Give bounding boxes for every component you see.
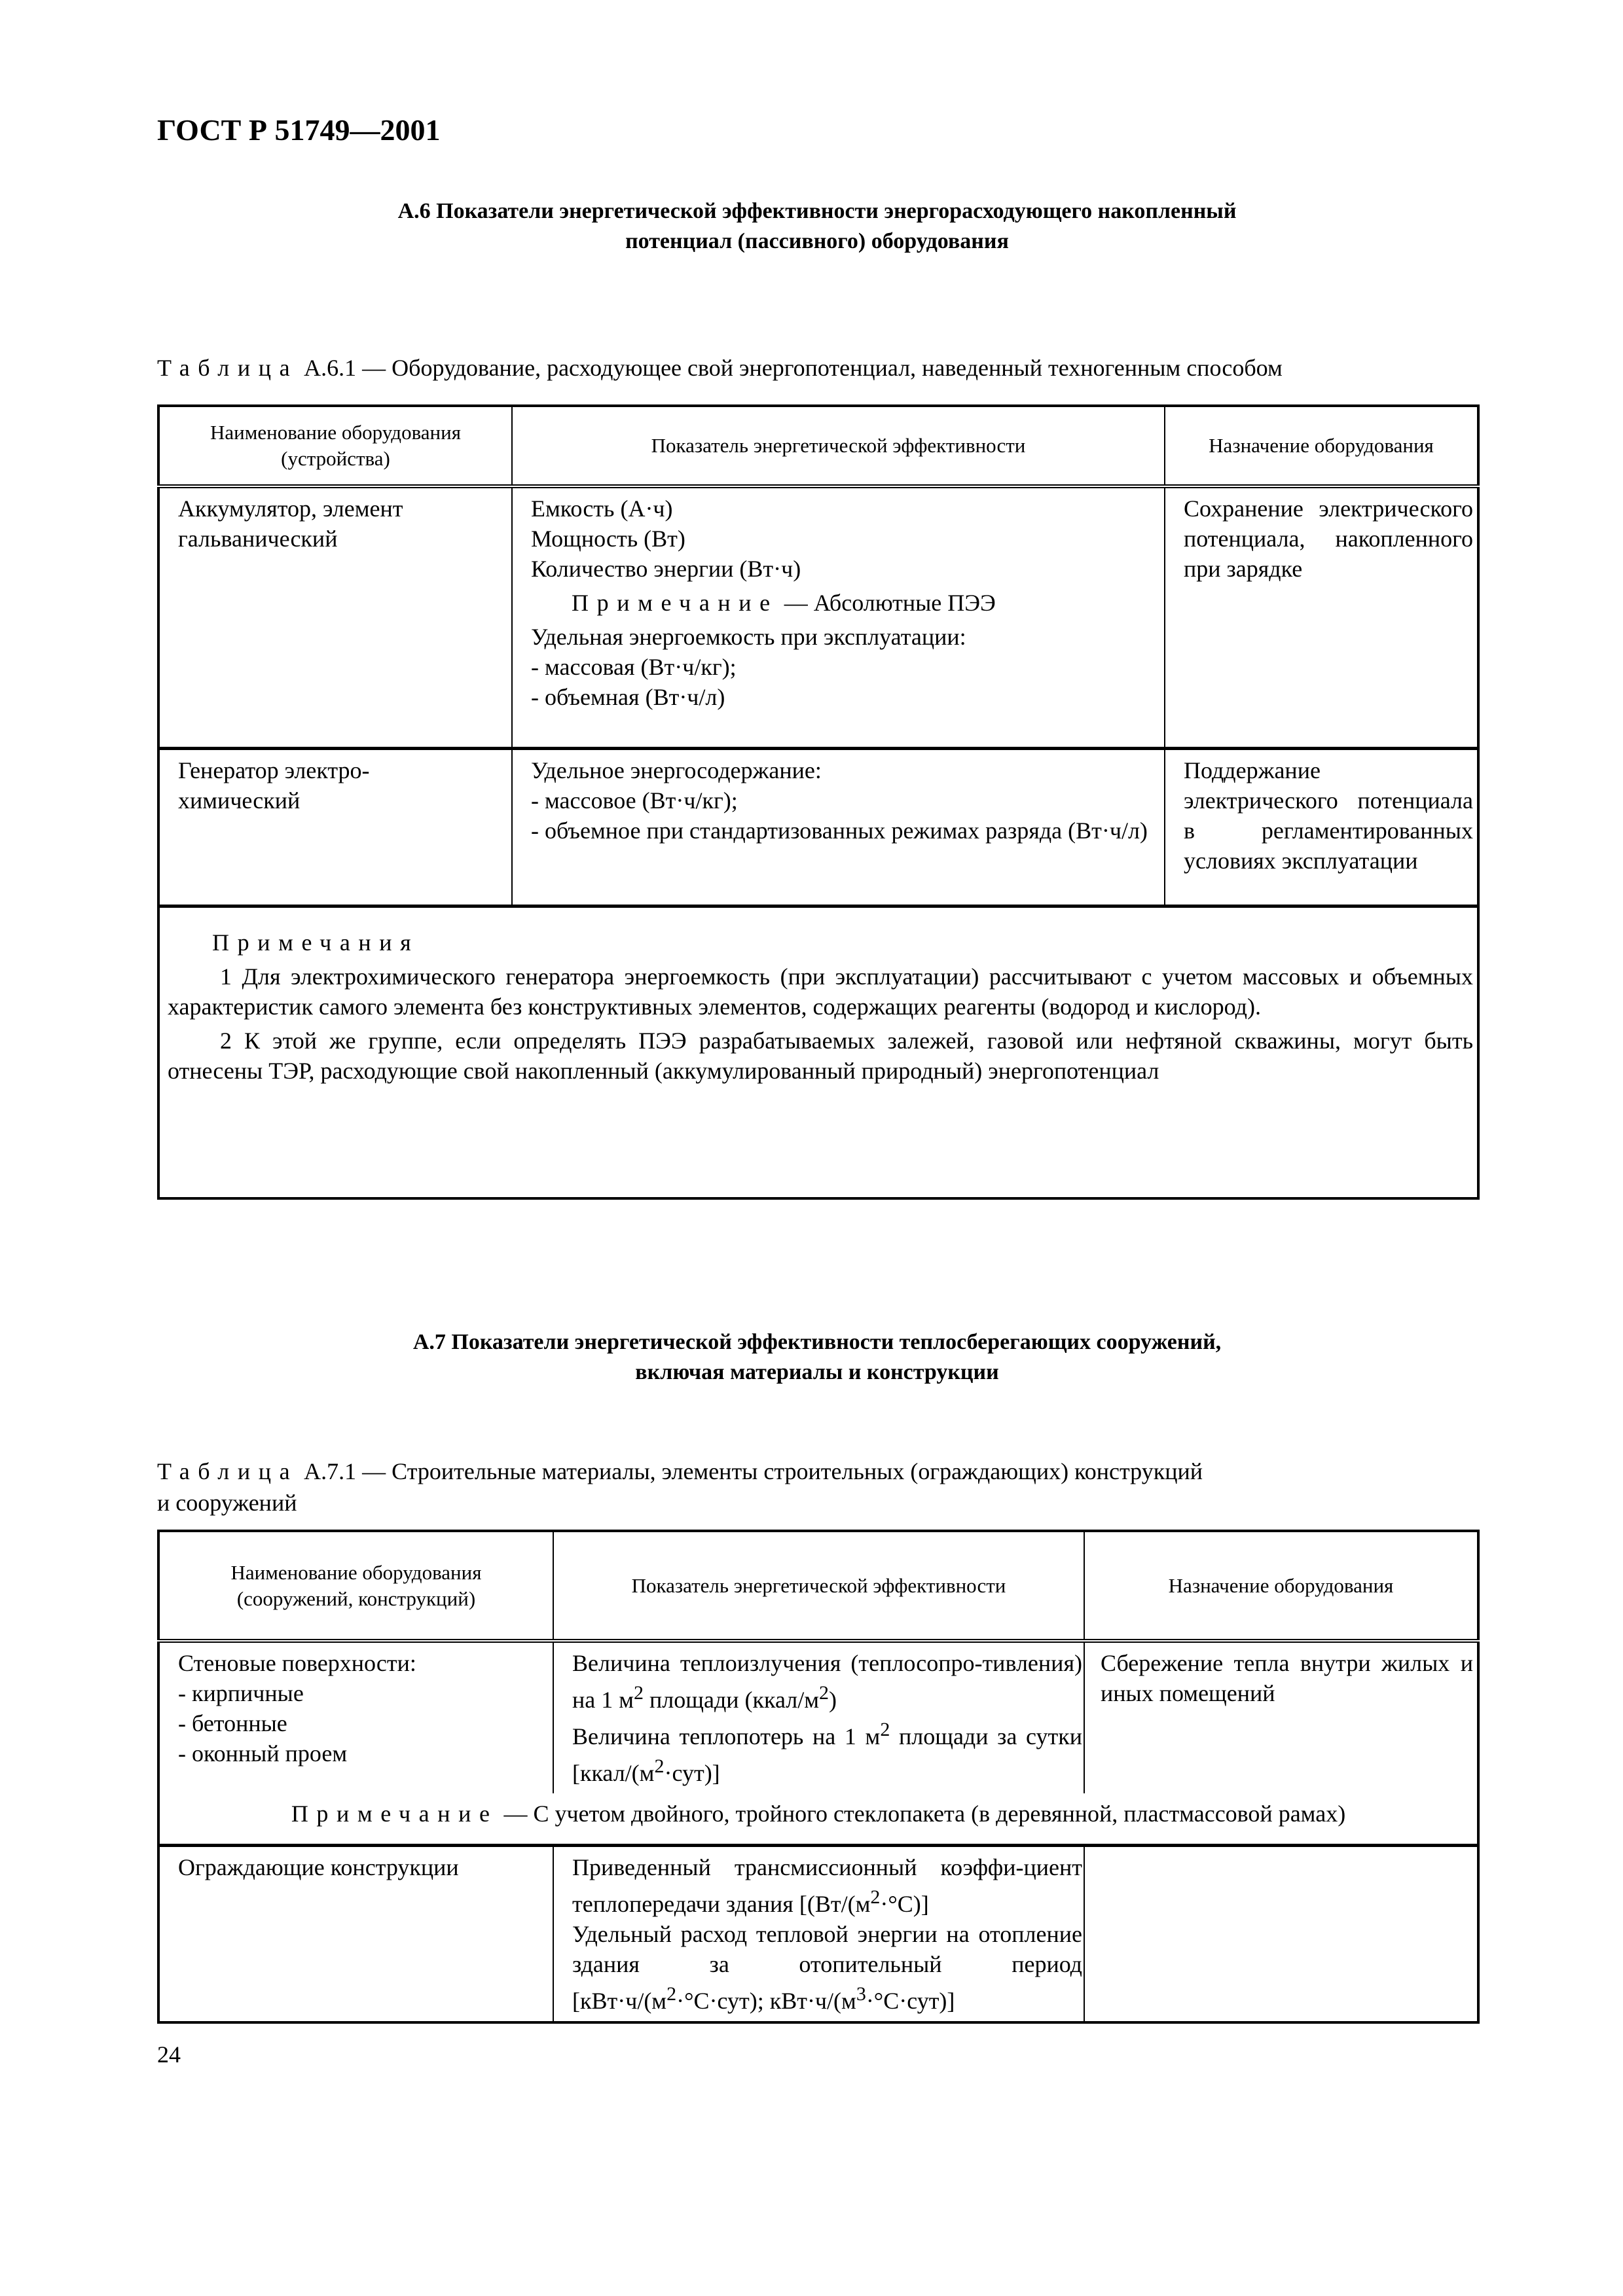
indicator-text: Величина теплопотерь на 1 м [572,1723,881,1749]
caption-label: Таблица [157,355,299,381]
note-text: — С учетом двойного, тройного стеклопакета (в деревянной, пластмассовой рамах) [498,1801,1346,1827]
column-header: Назначение оборудования [1165,406,1478,486]
indicator-text: ·°С·сут); кВт·ч/(м [676,1987,856,2014]
indicator-text: ) [829,1687,837,1713]
heading-line: включая материалы и конструкции [635,1360,999,1384]
caption-text: А.6.1 — Оборудование, расходующее свой энергопотенциал, наведенный техногенным способом [298,355,1283,381]
note-label: Примечание [572,590,778,616]
notes-cell [158,906,1478,1198]
heading-line: А.6 Показатели энергетической эффективности энергорасходующего накопленный [397,199,1237,223]
indicator-text: Величина теплоизлучения (теплосопро-тивления) на 1 м [572,1650,1082,1713]
superscript: 2 [666,1982,677,2005]
table-header-row [158,1531,1478,1641]
section-a7-heading [157,1327,1477,1388]
indicator: Мощность (Вт) [531,526,685,552]
caption-text: А.7.1 — Строительные материалы, элементы строительных (ограждающих) конструкций [298,1458,1203,1484]
indicator-text: Удельный расход тепловой энергии на отопление здания за отопительный период [кВт·ч/(м [572,1920,1082,2014]
heading-line: А.7 Показатели энергетической эффективности теплосберегающих сооружений, [412,1330,1222,1354]
indicator-cell [512,486,1165,748]
column-header: Показатель энергетической эффективности [512,406,1165,486]
indicator-text: Приведенный трансмиссионный коэффи-циент теплопередачи здания [(Вт/(м [572,1854,1082,1917]
table-a71-caption [157,1456,1486,1518]
table-a71 [157,1530,1480,2024]
name-line: Стеновые поверхности: [178,1650,416,1676]
table-a61-caption [157,352,1486,384]
table-row [158,486,1478,748]
indicator: - объемное при стандартизованных режимах разряда (Вт·ч/л) [531,817,1148,844]
column-header: Назначение оборудования [1084,1531,1478,1641]
table-header-row [158,406,1478,486]
name-line: - кирпичные [178,1680,304,1706]
indicator: Количество энергии (Вт·ч) [531,556,801,582]
table-row [158,748,1478,906]
indicator-text: ·сут)] [664,1760,720,1786]
note-row [158,1793,1478,1845]
superscript: 2 [819,1682,830,1704]
indicator: - массовое (Вт·ч/кг); [531,787,738,814]
column-header: Показатель энергетической эффективности [553,1531,1084,1641]
equipment-purpose: Сбережение тепла внутри жилых и иных помещений [1084,1641,1478,1793]
document-id: ГОСТ Р 51749—2001 [157,113,441,147]
equipment-purpose [1084,1845,1478,2022]
equipment-name: Аккумулятор, элемент гальванический [158,486,512,748]
indicator: Емкость (А·ч) [531,495,673,522]
indicator: Удельная энергоемкость при эксплуатации: [531,624,966,650]
name-line: - бетонные [178,1710,287,1736]
caption-label: Таблица [157,1458,299,1484]
indicator-text: площади (ккал/м [644,1687,820,1713]
indicator-text: ·°С)] [880,1890,929,1917]
note-label: Примечание [291,1801,498,1827]
equipment-name: Ограждающие конструкции [158,1845,553,2022]
indicator-cell [553,1641,1084,1793]
equipment-purpose: Сохранение электрического потенциала, накопленного при зарядке [1165,486,1478,748]
notes-title: Примечания [212,929,420,956]
superscript: 2 [634,1682,644,1704]
equipment-purpose: Поддержание электрического потенциала в регламентированных условиях эксплуатации [1165,748,1478,906]
name-line: - оконный проем [178,1740,348,1767]
notes-row [158,906,1478,1198]
table-a61 [157,404,1480,1200]
superscript: 3 [856,1982,866,2005]
heading-line: потенциал (пассивного) оборудования [625,229,1009,253]
indicator: - объемная (Вт·ч/л) [531,684,725,710]
column-header: Наименование оборудования (устройства) [158,406,512,486]
caption-text: и сооружений [157,1490,297,1516]
indicator-text: площади за сутки [ккал/(м [572,1723,1083,1786]
indicator-cell [512,748,1165,906]
superscript: 2 [880,1719,890,1740]
note-item: 2 К этой же группе, если определять ПЭЭ разрабатываемых залежей, газовой или нефтяной скважины, могут быть отнесены ТЭР, расходующие свой накопленный (аккумулированный природный) энергопотенциал [168,1027,1473,1084]
note-text: — Абсолютные ПЭЭ [778,590,996,616]
indicator-text: ·°С·сут)] [866,1987,955,2014]
superscript: 2 [870,1886,881,1908]
table-row [158,1641,1478,1793]
column-header: Наименование оборудования (сооружений, конструкций) [158,1531,553,1641]
indicator: Удельное энергосодержание: [531,757,822,783]
indicator: - массовая (Вт·ч/кг); [531,654,737,680]
table-row [158,1845,1478,2022]
equipment-name: Генератор электро-химический [158,748,512,906]
note-cell [158,1793,1478,1845]
inline-note [531,588,1159,618]
note-item: 1 Для электрохимического генератора энергоемкость (при эксплуатации) рассчитывают с учетом массовых и объемных характеристик самого элемента без конструктивных элементов, содержащих реагенты (водород и кислород). [168,963,1473,1020]
indicator-cell [553,1845,1084,2022]
superscript: 2 [654,1755,665,1777]
equipment-name [158,1641,553,1793]
section-a6-heading [157,196,1477,257]
page-number: 24 [157,2041,181,2068]
